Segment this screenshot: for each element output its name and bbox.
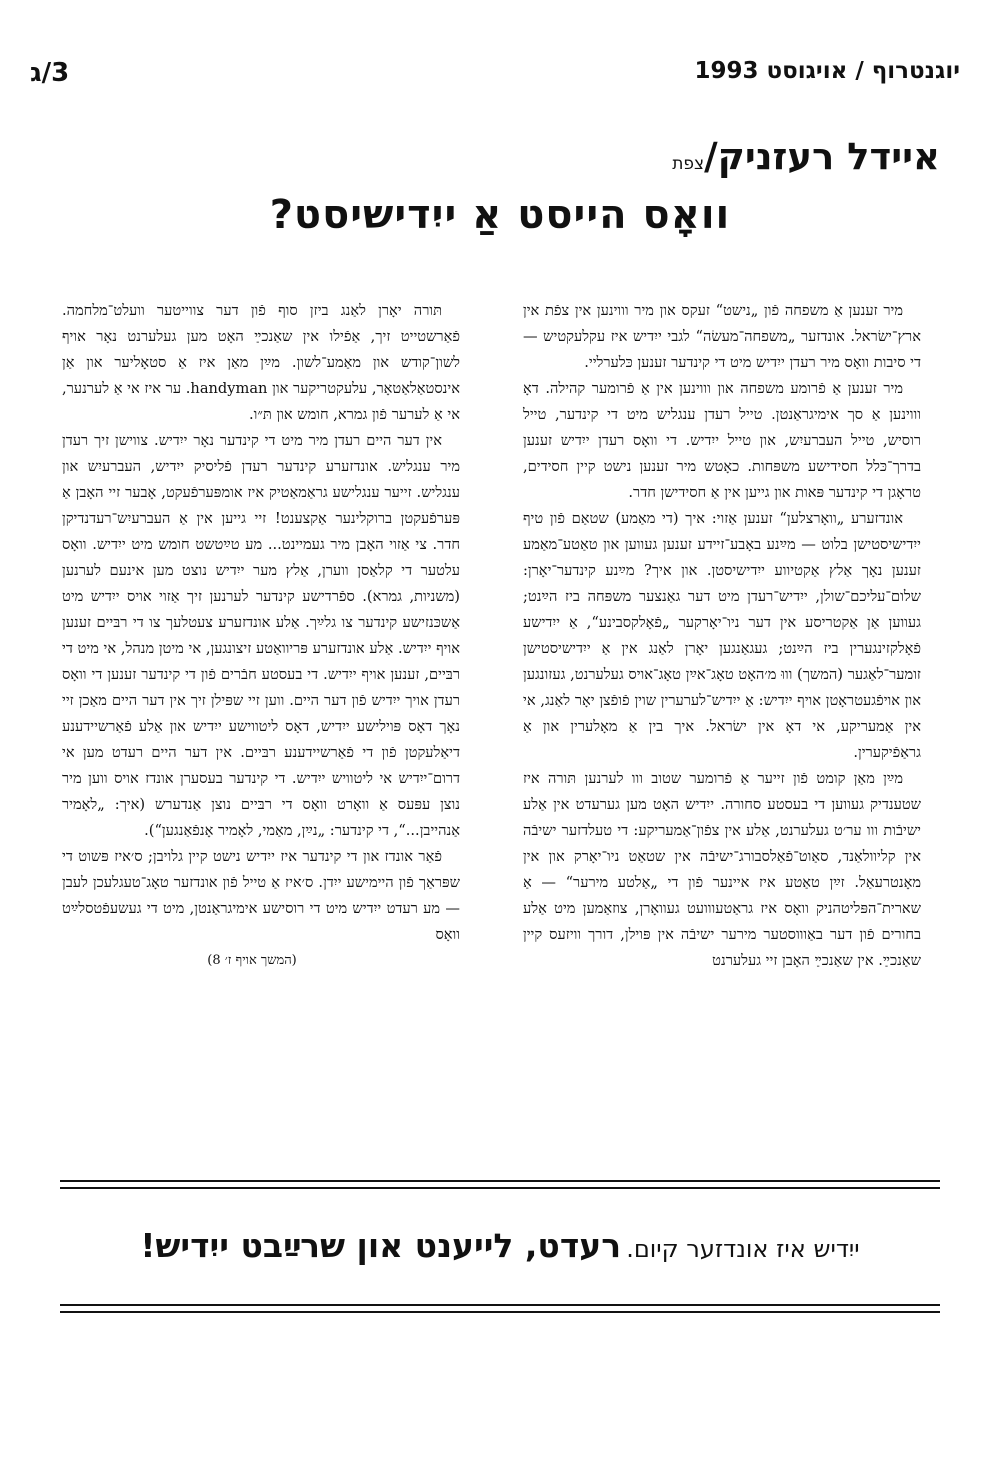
paragraph: מיר זענען אַ משפחה פֿון „נישט“ זעקס און מיר וווינען אין צפֿת אין ארץ־ישׂראל. אונדזער „משפחה־מעשׂה“ לגבי ייִדיש איז עקלעקטיש — די סיבות וואָס מיר רעדן ייִדיש מיט די קינדער זענען כּלערליי. — [523, 302, 921, 371]
footer-slogan — [0, 1226, 1000, 1265]
page-number: 3/ג — [30, 58, 70, 88]
paragraph: תּורה יאָרן לאַנג ביזן סוף פֿון דער צווייטער וועלט־מלחמה. פֿאַרשטייט זיך, אַפֿילו אין שאַנכײַ האָט מען געלערנט נאָר אויף לשון־קודש און מאַמע־לשון. מײַן מאַן איז אַ סטאָליער און אַן אינסטאַלאַטאָר, עלעקטריקער און handyman. ער איז אי אַ לערנער, אי אַ לערער פֿון גמרא, חומש און תּ״ו. — [62, 302, 461, 423]
divider-line — [60, 1304, 940, 1306]
divider-rules-bottom — [60, 1304, 940, 1318]
divider-rules-top — [60, 1180, 940, 1194]
paragraph: אונדזערע „וואָרצלען“ זענען אַזוי: איך (די מאַמע) שטאַם פֿון טיף ייִדישיסטישן בלוט — מײַנע באָבע־זיידע זענען געווען און טאַטע־מאַמע זענען נאָך אַלץ אַקטיווע ייִדישיסטן. און איך? מײַנע קינדער־יאָרן: שלום־עליכם־שולן, ייִדיש־רעדן מיט דער גאַנצער משפּחה ביז הײַנט; געווען אַן אַקטריסע אין דער ניו־יאָרקער „פֿאָלקסבינע“, אַ ייִדישע פֿאָלקזינגערין ביז הײַנט; געגאַנגען יאָרן לאַנג אין אַ ייִדישיסטישן זומער־לאַגער (המשך) וווּ מ׳האָט טאָג־אײַן טאָג־אויס געלערנט, געזונגען און אויפֿגעטראָטן אויף ייִדיש: אַ ייִדיש־לערערין שוין פֿופֿצן יאָר לאַנג, אי אין אַמעריקע, אי דאָ אין ישׂראל. איך בין אַ מאָלערין און אַ גראַפֿיקערין. — [523, 510, 921, 761]
page-header — [30, 58, 960, 98]
byline — [672, 135, 940, 178]
paragraph: אין דער היים רעדן מיר מיט די קינדער נאָר ייִדיש. צווישן זיך רעדן מיר ענגליש. אונדזערע קינדער רעדן פֿליסיק ייִדיש, העברעיִש און ענגליש. זייער ענגלישע גראַמאַטיק איז אומפּערפֿעקט, אָבער זיי האָבן אַ פּערפֿעקטן ברוקלינער אַקצענט! זיי גייען אין אַ העברעיִש־רעדנדיקן חדר. צי אַזוי האָבן מיר געמיינט... מע טײַטשט חומש מיט ייִדיש. וואָס עלטער די קלאַסן ווערן, אַלץ מער ייִדיש נוצט מען אינעם לערנען (משניות, גמרא). ספֿרדישע קינדער לערנען זיך אַזוי אויס ייִדיש מיט אַשכּנזישע קינדער צו גלײַך. אַלע אונדזערע צעטלעך צו די רבּיים זענען אויף ייִדיש. אַלע אונדזערע פּריוואַטע זיצונגען, אי מיטן מנהל, אי מיט די רבּיים, זענען אויף ייִדיש. די בעסטע חבֿרים פֿון די קינדער זענען די וואָס רעדן אויך ייִדיש פֿון דער היים. ווען זיי שפּילן זיך אין דער היים מאַכן זיי נאָך דאָס פּוילישע ייִדיש, דאָס ליטווישע ייִדיש און אַלע פֿאַרשיידענע דיאַלעקטן פֿון די פֿאַרשיידענע רבּיים. אין דער היים רעדט מען אי דרום־ייִדיש אי ליטוויש ייִדיש. די קינדער בעסערן אונדז אויס ווען מיר נוצן עפּעס אַ וואָרט וואָס די רבּיים נוצן אַנדערש (איך: „לאָמיר אַנהייבן...“, די קינדער: „נײַן, מאַמי, לאָמיר אָנפֿאַנגען“). — [62, 432, 460, 839]
paragraph: מיר זענען אַ פֿרומע משפחה און וווינען אין אַ פֿרומער קהילה. דאָ וווינען אַ סך אימיגראַנטן. טייל רעדן ענגליש מיט די קינדער, טייל רוסיש, טייל העברעיִש, און טייל ייִדיש. די וואָס רעדן ייִדיש זענען בדרך־כּלל חסידישע משפּחות. כאָטש מיר זענען נישט קיין חסידים, טראָגן די קינדער פּאות און גייען אין אַ חסידישן חדר. — [523, 380, 921, 501]
continuation-note: (המשך אויף ז׳ 8) — [207, 953, 297, 968]
divider-line — [60, 1311, 940, 1313]
divider-line — [60, 1187, 940, 1189]
byline-separator: / — [704, 135, 718, 178]
paragraph: מײַן מאַן קומט פֿון זייער אַ פֿרומער שטוב ווו לערנען תּורה איז שטענדיק געווען די בעסטע סחורה. ייִדיש האָט מען גערעדט אין אַלע ישיבֿות ווו ער׳ט געלערנט, אַלע אין צפֿון־אַמעריקע: די טעלדזער ישיבֿה אין קליוולאַנד, סאַוט־פֿאַלסבורג־ישיבֿה אין שטאַט ניו־יאָרק און אין מאָנטרעאַל. זײַן טאַטע איז איינער פֿון די „אַלטע מירער“ — אַ שארית־הפּליטהניק וואָס איז גראַטעווועט געוואָרן, צוזאַמען מיט אַלע בחורים פֿון דער באַוווסטער מירער ישיבֿה אין פּוילן, דורך וויזעס קיין שאַנכײַ. אין שאַנכײַ האָבן זיי געלערנט — [523, 770, 921, 969]
slogan-plain: ייִדיש איז אונדזער קיום. — [626, 1235, 860, 1263]
divider-line — [60, 1180, 940, 1182]
masthead: יוגנטרוף / אויגוסט 1993 — [694, 58, 960, 84]
article-title: וואָס הייסט אַ ייִדישיסט? — [269, 192, 731, 238]
author-name: איידל רעזניק — [717, 135, 940, 178]
author-location: צפת — [672, 154, 705, 174]
article-column-right — [523, 298, 921, 974]
paragraph: פֿאַר אונדז און די קינדער איז ייִדיש נישט קיין גלויבן; ס׳איז פּשוט די שפּראַך פֿון היימישע ייִדן. ס׳איז אַ טייל פֿון אונדזער טאָג־טעגלעכן לעבן — מע רעדט ייִדיש מיט די רוסישע אימיגראַנטן, מיט די געשעפֿטסלײַט וואָס — [62, 848, 460, 943]
article-column-left — [62, 298, 460, 974]
slogan-bold: רעדט, לייענט און שרײַבט ייִדיש! — [140, 1226, 622, 1265]
